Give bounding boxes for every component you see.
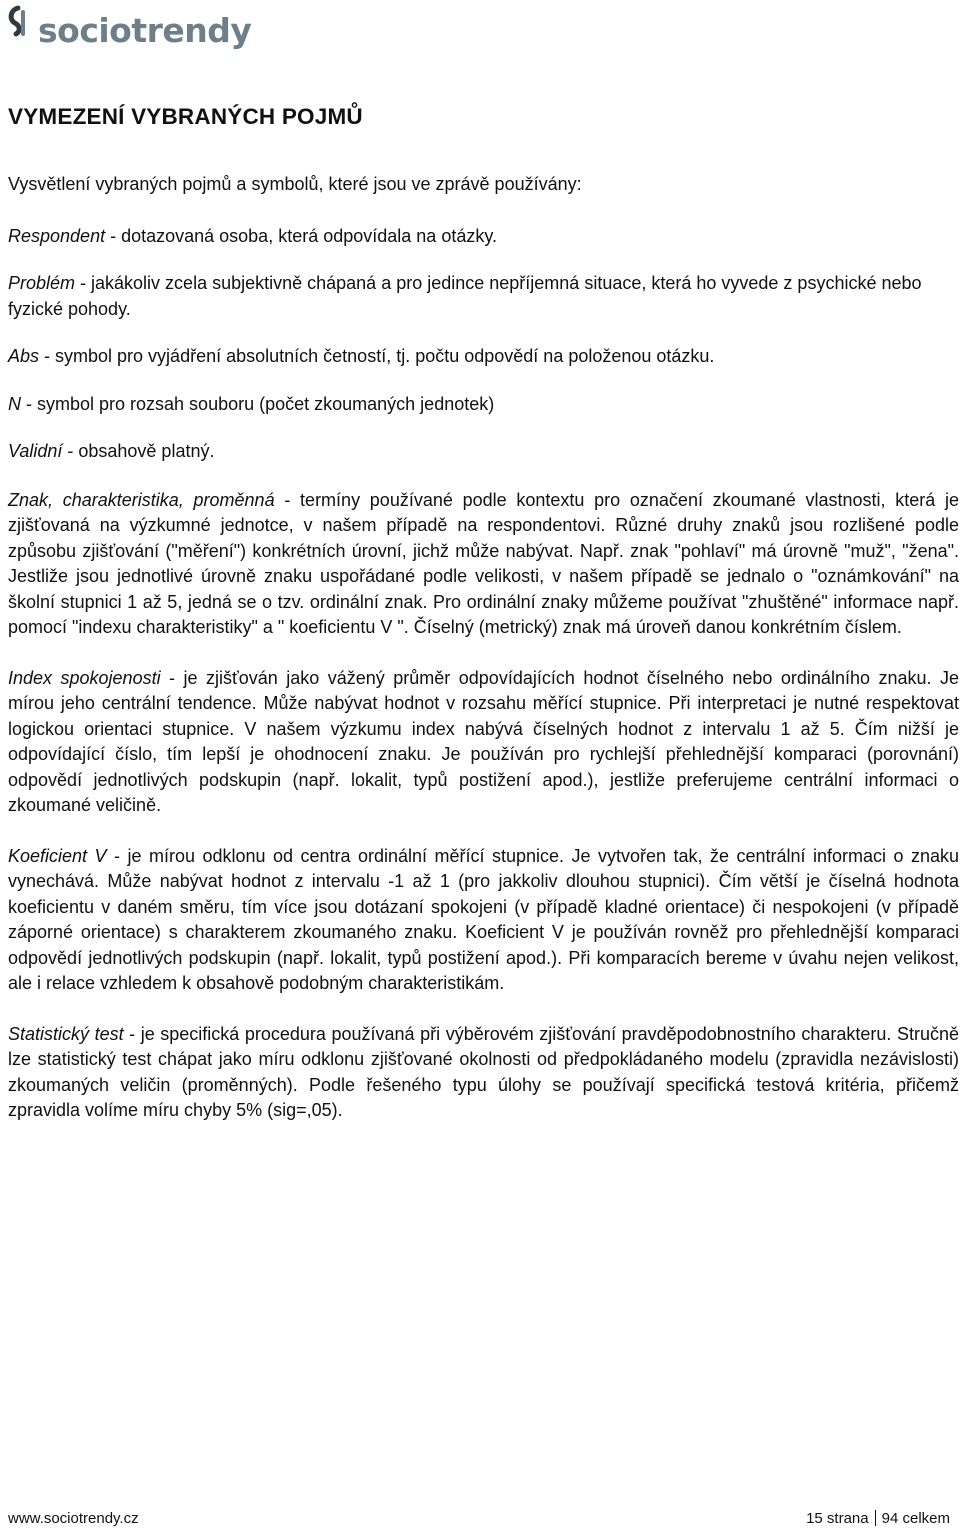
definition-text: - symbol pro vyjádření absolutních četností, tj. počtu odpovědí na položenou otázku. [39, 346, 715, 366]
intro-paragraph: Vysvětlení vybraných pojmů a symbolů, které jsou ve zprávě používány: [8, 174, 582, 194]
definition-validni [8, 439, 959, 465]
footer-page-number: 15 strana [806, 1510, 869, 1527]
definition-text: - obsahově platný. [62, 441, 215, 461]
sociotrendy-logo-icon [6, 4, 40, 48]
definition-text: - je zjišťován jako vážený průměr odpovídajících hodnot číselného nebo ordinálního znaku. Je mírou jeho centrální tendence. Může nabývat hodnot v rozsahu měřící stupnice. Při interpretaci je nutné respektovat logickou orientaci stupnice. V našem výzkumu index nabývá číselných hodnot z intervalu 1 až 5. Čím nižší je odpovídající číslo, tím lepší je ohodnocení znaku. Je používán pro rychlejší přehlednější komparaci (porovnání) odpovědí jednotlivých podskupin (např. lokalit, typů postižení apod.), jestliže preferujeme centrální informaci o zkoumané veličině. [8, 667, 959, 815]
definition-statisticky-test [8, 1022, 959, 1124]
definition-text: - symbol pro rozsah souboru (počet zkoumaných jednotek) [21, 393, 495, 414]
definition-text: - jakákoliv zcela subjektivně chápaná a pro jedince nepříjemná situace, která ho vyvede z psychické nebo fyzické pohody. [8, 273, 922, 319]
definition-term: Problém [8, 273, 76, 293]
definition-term: Respondent [8, 225, 106, 246]
definition-term: Koeficient V [8, 845, 107, 866]
definition-term: N [8, 393, 21, 414]
definition-abs [8, 344, 959, 370]
footer-website: www.sociotrendy.cz [8, 1510, 139, 1527]
page-title: VYMEZENÍ VYBRANÝCH POJMŮ [8, 104, 363, 129]
definition-text: - dotazovaná osoba, která odpovídala na otázky. [105, 225, 497, 246]
brand-logo [6, 0, 251, 52]
definition-term: Abs [8, 346, 40, 366]
definition-koeficient-v [8, 844, 959, 997]
definition-respondent [8, 224, 959, 250]
logo-text: sociotrendy [38, 10, 252, 50]
footer-page-info [806, 1510, 950, 1527]
definition-term: Validní [8, 441, 63, 461]
definitions-section [8, 172, 959, 1124]
definition-term: Znak, charakteristika, proměnná [8, 489, 275, 510]
definition-text: - termíny používané podle kontextu pro označení zkoumané vlastnosti, která je zjišťovaná na výzkumné jednotce, v našem případě na respondentovi. Různé druhy znaků jsou rozlišené podle způsobu zjišťování ("měření") konkrétních úrovní, jichž může nabývat. Např. znak "pohlaví" má úrovně "muž", "žena". Jestliže jsou jednotlivé úrovně znaku uspořádané podle velikosti, v našem případě se jednalo o "oznámkování" na školní stupnici 1 až 5, jedná se o tzv. ordinální znak. Pro ordinální znaky můžeme používat "zhuštěné" informace např. pomocí "indexu charakteristiky" a " koeficientu V ". Číselný (metrický) znak má úroveň danou konkrétním číslem. [8, 489, 959, 637]
definition-text: - je specifická procedura používaná při výběrovém zjišťování pravděpodobnostního charakteru. Stručně lze statistický test chápat jako míru odklonu zjišťované okolnosti od předpokládaného modelu (zpravidla nezávislosti) zkoumaných veličin (proměnných). Podle řešeného typu úlohy se používají specifická testová kritéria, přičemž zpravidla volíme míru chyby 5% (sig=,05). [8, 1023, 959, 1120]
definition-term: Statistický test [8, 1023, 124, 1044]
definition-text: - je mírou odklonu od centra ordinální měřící stupnice. Je vytvořen tak, že centrální informaci o znaku vynechává. Může nabývat hodnot z intervalu -1 až 1 (pro jakkoliv dlouhou stupnici). Čím větší je číselná hodnota koeficientu v daném směru, tím více jsou dotázaní spokojeni (v případě kladné orientace) či nespokojeni (v případě záporné orientace) s charakterem zkoumaného znaku. Koeficient V je používán rovněž pro přehlednější komparaci odpovědí jednotlivých podskupin (např. lokalit, typů postižení apod.). Při komparacích bereme v úvahu nejen velikost, ale i relace vzhledem k obsahově podobným charakteristikám. [8, 845, 959, 993]
definition-n [8, 392, 959, 418]
definition-problem [8, 271, 959, 322]
definition-index-spokojenosti [8, 666, 959, 819]
footer-divider [875, 1510, 876, 1526]
footer-total-pages: 94 celkem [881, 1510, 950, 1527]
definition-term: Index spokojenosti [8, 667, 161, 688]
definition-znak [8, 488, 959, 641]
